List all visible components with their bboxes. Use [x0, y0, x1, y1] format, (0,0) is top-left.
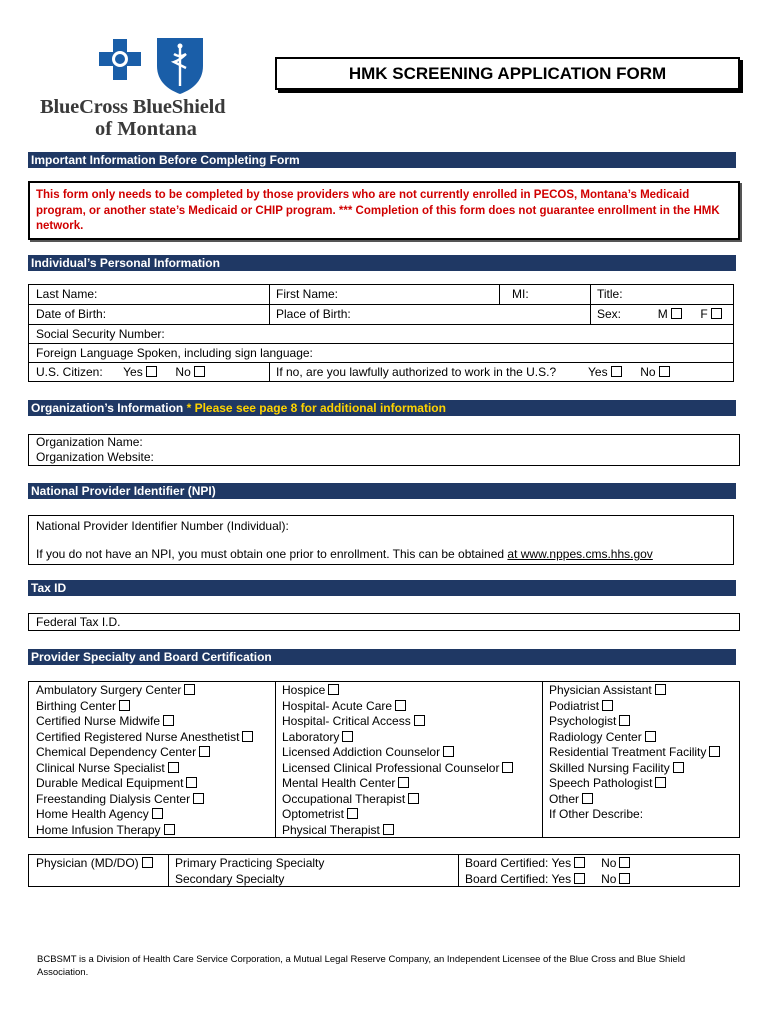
- specialty-option-label: Mental Health Center: [282, 776, 396, 790]
- board-certified-row-2: [465, 872, 630, 888]
- specialty-option-checkbox[interactable]: [619, 715, 630, 726]
- specialty-option: [282, 745, 513, 761]
- nppes-link[interactable]: at www.nppes.cms.hhs.gov: [507, 547, 653, 561]
- federal-tax-id-field[interactable]: Federal Tax I.D.: [36, 615, 121, 629]
- specialty-option: [36, 761, 253, 777]
- specialty-option: [549, 761, 720, 777]
- specialty-option: [549, 683, 720, 699]
- authorized-no-checkbox[interactable]: [659, 366, 670, 377]
- specialty-option: [549, 807, 720, 823]
- specialty-option-checkbox[interactable]: [655, 684, 666, 695]
- specialty-option-label: Speech Pathologist: [549, 776, 653, 790]
- personal-row-3: [29, 325, 733, 344]
- specialty-option: [36, 699, 253, 715]
- section-npi-header: National Provider Identifier (NPI): [28, 483, 736, 499]
- specialty-option-label: If Other Describe:: [549, 807, 644, 821]
- specialty-option-label: Birthing Center: [36, 698, 117, 713]
- physician-grid: [28, 854, 740, 887]
- specialty-option-label: Licensed Clinical Professional Counselor: [282, 760, 500, 775]
- specialty-option: [549, 714, 720, 730]
- specialty-option: [36, 823, 253, 839]
- specialty-option-checkbox[interactable]: [408, 793, 419, 804]
- section-important-header: Important Information Before Completing Form: [28, 152, 736, 168]
- specialty-option: [36, 730, 253, 746]
- specialty-option-checkbox[interactable]: [645, 731, 656, 742]
- sex-label: Sex:: [597, 307, 622, 321]
- bcbs-logo: [40, 34, 270, 142]
- specialty-option: [549, 699, 720, 715]
- board2-no-checkbox[interactable]: [619, 873, 630, 884]
- tax-box: [28, 613, 740, 631]
- specialty-option: [36, 683, 253, 699]
- section-organization-header: [28, 400, 736, 416]
- title-field[interactable]: Title:: [597, 287, 623, 301]
- specialty-option-checkbox[interactable]: [502, 762, 513, 773]
- specialty-option: [36, 714, 253, 730]
- specialty-option-checkbox[interactable]: [383, 824, 394, 835]
- specialty-option-label: Optometrist: [282, 807, 345, 821]
- specialty-option-checkbox[interactable]: [152, 808, 163, 819]
- secondary-specialty-field[interactable]: Secondary Specialty: [175, 871, 285, 886]
- specialty-option-checkbox[interactable]: [342, 731, 353, 742]
- specialty-option-label: Skilled Nursing Facility: [549, 760, 670, 775]
- form-title: HMK SCREENING APPLICATION FORM: [275, 57, 740, 90]
- first-name-field[interactable]: First Name:: [276, 287, 339, 301]
- personal-row-4: [29, 344, 733, 363]
- board-certified-label-2: Board Certified: Yes: [465, 871, 572, 886]
- specialty-option: [549, 792, 720, 808]
- board1-no-checkbox[interactable]: [619, 857, 630, 868]
- dob-field[interactable]: Date of Birth:: [36, 307, 107, 321]
- specialty-option-label: Psychologist: [549, 714, 617, 728]
- specialty-option: [36, 807, 253, 823]
- important-notice: This form only needs to be completed by those providers who are not currently enrolled in PECOS, Montana’s Medicaid program, or another state’s Medicaid or CHIP program. *** Completion of this form does not guarantee enrollment in the HMK network.: [28, 181, 740, 240]
- authorized-no-label: No: [640, 365, 656, 379]
- board-certified-label-1: Board Certified: Yes: [465, 856, 572, 870]
- specialty-option-label: Home Health Agency: [36, 807, 149, 821]
- board-certified-cell: [458, 855, 630, 887]
- organization-title: Organization’s Information: [31, 401, 184, 415]
- specialty-option-checkbox[interactable]: [328, 684, 339, 695]
- specialty-option-label: Hospital- Critical Access: [282, 714, 411, 728]
- personal-row-5: [29, 363, 733, 381]
- specialty-practice-cell: [168, 855, 324, 887]
- sex-f-label: F: [700, 307, 708, 321]
- specialty-option: [549, 745, 720, 761]
- specialty-option-checkbox[interactable]: [602, 700, 613, 711]
- organization-note: * Please see page 8 for additional information: [183, 401, 446, 415]
- citizen-yes-checkbox[interactable]: [146, 366, 157, 377]
- specialty-option: [36, 776, 253, 792]
- specialty-option: [36, 792, 253, 808]
- specialty-option-checkbox[interactable]: [347, 808, 358, 819]
- specialty-col-2: [275, 682, 513, 838]
- place-of-birth-field[interactable]: Place of Birth:: [276, 307, 351, 321]
- personal-info-grid: [28, 284, 734, 382]
- specialty-option: [282, 714, 513, 730]
- board1-no-label: No: [601, 856, 617, 870]
- npi-box: [28, 515, 734, 565]
- specialty-option-label: Hospital- Acute Care: [282, 698, 393, 713]
- specialty-option-checkbox[interactable]: [443, 746, 454, 757]
- specialty-option-checkbox[interactable]: [163, 715, 174, 726]
- specialty-option-checkbox[interactable]: [184, 684, 195, 695]
- specialty-option: [36, 745, 253, 761]
- authorized-options: [581, 363, 670, 381]
- board-certified-row-1: [465, 856, 630, 872]
- physician-cell: [29, 855, 153, 872]
- specialty-option-label: Freestanding Dialysis Center: [36, 791, 191, 806]
- organization-website-field[interactable]: Organization Website:: [36, 450, 154, 464]
- us-citizen-label: U.S. Citizen:: [36, 365, 103, 379]
- citizen-no-checkbox[interactable]: [194, 366, 205, 377]
- specialty-option-checkbox[interactable]: [395, 700, 406, 711]
- specialty-option: [282, 683, 513, 699]
- specialty-option-label: Certified Registered Nurse Anesthetist: [36, 729, 240, 744]
- physician-label: Physician (MD/DO): [36, 856, 139, 870]
- specialty-option: [282, 699, 513, 715]
- specialty-option-label: Hospice: [282, 683, 326, 697]
- npi-instruction: [36, 547, 653, 561]
- organization-name-field[interactable]: Organization Name:: [36, 435, 143, 449]
- specialty-option-label: Ambulatory Surgery Center: [36, 683, 182, 697]
- footer-disclaimer: BCBSMT is a Division of Health Care Service Corporation, a Mutual Legal Reserve Company, an Independent Licensee of the Blue Cross and Blue Shield Association.: [37, 954, 686, 978]
- specialty-option-label: Durable Medical Equipment: [36, 776, 184, 790]
- specialty-option-label: Other: [549, 791, 580, 806]
- specialty-option-label: Home Infusion Therapy: [36, 822, 161, 837]
- personal-row-1: [29, 285, 733, 305]
- authorized-question: If no, are you lawfully authorized to work in the U.S.?: [276, 365, 557, 379]
- logo-wordmark-sub: of Montana: [95, 118, 197, 140]
- specialty-option-label: Certified Nurse Midwife: [36, 714, 161, 728]
- specialty-option-checkbox[interactable]: [709, 746, 720, 757]
- specialty-option-label: Laboratory: [282, 729, 340, 744]
- specialty-col-3: [542, 682, 720, 823]
- ssn-field[interactable]: Social Security Number:: [36, 327, 165, 341]
- specialty-option: [282, 776, 513, 792]
- board2-yes-checkbox[interactable]: [574, 873, 585, 884]
- specialty-option-checkbox[interactable]: [119, 700, 130, 711]
- specialty-option: [549, 776, 720, 792]
- section-personal-header: Individual’s Personal Information: [28, 255, 736, 271]
- section-specialty-header: Provider Specialty and Board Certification: [28, 649, 736, 665]
- specialty-option-checkbox[interactable]: [414, 715, 425, 726]
- specialty-option-label: Physician Assistant: [549, 683, 652, 697]
- authorized-yes-label: Yes: [588, 365, 608, 379]
- sex-m-label: M: [657, 307, 668, 321]
- logo-wordmark: BlueCross BlueShield: [40, 96, 226, 118]
- specialty-option-label: Occupational Therapist: [282, 791, 406, 806]
- foreign-language-field[interactable]: Foreign Language Spoken, including sign language:: [36, 346, 313, 360]
- specialty-option-checkbox[interactable]: [242, 731, 253, 742]
- board2-no-label: No: [601, 871, 617, 886]
- citizen-no-label: No: [175, 365, 191, 379]
- sex-field: [590, 305, 722, 324]
- last-name-field[interactable]: Last Name:: [36, 287, 98, 301]
- specialty-option-label: Podiatrist: [549, 698, 600, 713]
- specialty-grid: [28, 681, 740, 838]
- specialty-option-label: Chemical Dependency Center: [36, 745, 197, 759]
- specialty-option-label: Physical Therapist: [282, 822, 380, 837]
- specialty-option-checkbox[interactable]: [164, 824, 175, 835]
- specialty-option-checkbox[interactable]: [186, 777, 197, 788]
- physician-checkbox[interactable]: [142, 857, 153, 868]
- specialty-option-label: Licensed Addiction Counselor: [282, 745, 441, 759]
- specialty-option: [282, 807, 513, 823]
- section-tax-header: Tax ID: [28, 580, 736, 596]
- npi-instruction-text: If you do not have an NPI, you must obtain one prior to enrollment. This can be obtained: [36, 547, 508, 561]
- specialty-col-1: [29, 682, 253, 838]
- specialty-option-checkbox[interactable]: [398, 777, 409, 788]
- specialty-option-checkbox[interactable]: [582, 793, 593, 804]
- specialty-option-checkbox[interactable]: [193, 793, 204, 804]
- sex-f-checkbox[interactable]: [711, 308, 722, 319]
- specialty-option: [549, 730, 720, 746]
- authorized-yes-checkbox[interactable]: [611, 366, 622, 377]
- specialty-option-checkbox[interactable]: [673, 762, 684, 773]
- primary-specialty-field[interactable]: Primary Practicing Specialty: [175, 856, 325, 870]
- citizen-yes-label: Yes: [123, 365, 143, 379]
- specialty-option: [282, 823, 513, 839]
- specialty-option: [282, 730, 513, 746]
- board1-yes-checkbox[interactable]: [574, 857, 585, 868]
- specialty-option: [282, 792, 513, 808]
- specialty-option-checkbox[interactable]: [168, 762, 179, 773]
- mi-field[interactable]: MI:: [512, 287, 529, 301]
- specialty-option-label: Radiology Center: [549, 729, 642, 744]
- us-citizen-field: [29, 363, 205, 381]
- specialty-option-label: Residential Treatment Facility: [549, 745, 707, 759]
- personal-row-2: [29, 305, 733, 325]
- specialty-option-checkbox[interactable]: [199, 746, 210, 757]
- npi-number-field[interactable]: National Provider Identifier Number (Individual):: [36, 519, 289, 533]
- specialty-option-checkbox[interactable]: [655, 777, 666, 788]
- cross-shield-icon: [95, 34, 215, 96]
- specialty-option: [282, 761, 513, 777]
- organization-box: [28, 434, 740, 466]
- sex-m-checkbox[interactable]: [671, 308, 682, 319]
- specialty-option-label: Clinical Nurse Specialist: [36, 760, 165, 775]
